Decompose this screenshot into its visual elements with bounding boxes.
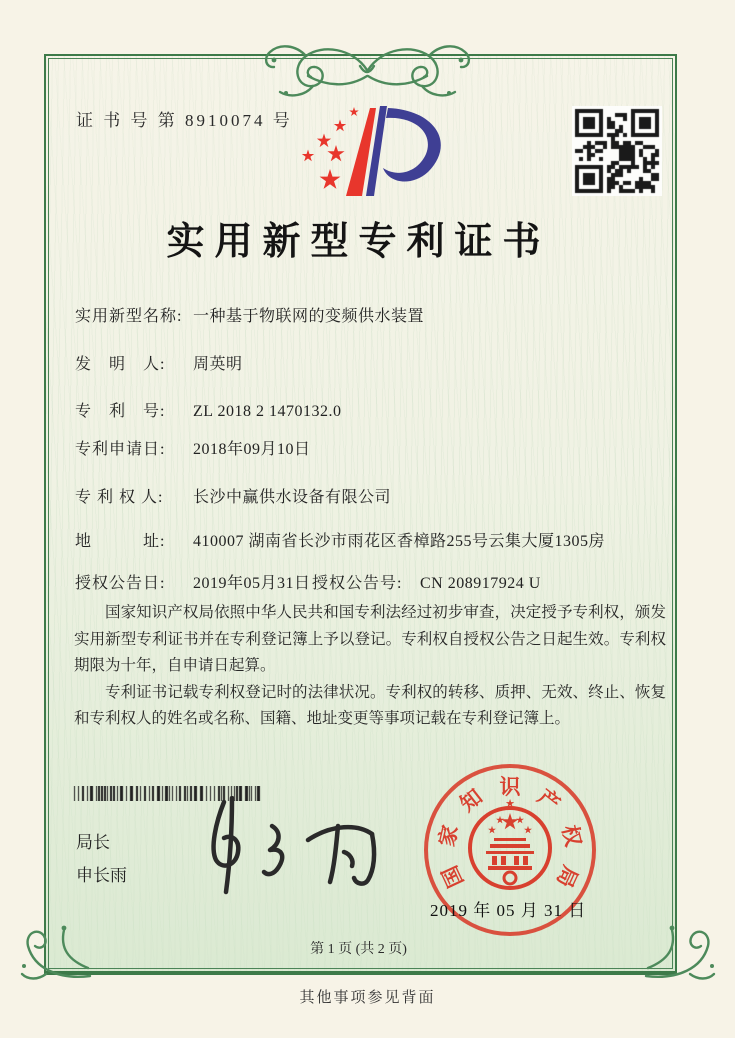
seal-char: 产 bbox=[533, 784, 565, 817]
qr-code bbox=[572, 106, 662, 196]
field-value: 410007 湖南省长沙市雨花区香樟路255号云集大厦1305房 bbox=[193, 533, 606, 550]
seal-char: 识 bbox=[499, 775, 521, 799]
issuer-title: 局长 bbox=[76, 833, 110, 852]
field-value: 2019年05月31日 bbox=[193, 575, 311, 592]
seal-star-icon: ★ bbox=[505, 798, 515, 810]
national-emblem-icon bbox=[468, 792, 552, 902]
field-label: 授权公告号: bbox=[312, 575, 403, 592]
field-label: 专利申请日: bbox=[75, 441, 166, 458]
field-label: 发 明 人: bbox=[75, 356, 166, 373]
back-side-note: 其他事项参见背面 bbox=[299, 990, 436, 1006]
seal-char: 权 bbox=[557, 822, 586, 849]
field-label: 专 利 号: bbox=[75, 403, 166, 420]
field-value: 2018年09月10日 bbox=[193, 441, 311, 458]
cnipa-patent-logo bbox=[284, 94, 456, 204]
seal-char: 局 bbox=[551, 862, 583, 892]
field-value: ZL 2018 2 1470132.0 bbox=[193, 403, 342, 420]
field-label: 授权公告日: bbox=[75, 575, 166, 592]
seal-char: 家 bbox=[434, 822, 463, 849]
field-value: 周英明 bbox=[193, 356, 243, 373]
handwritten-signature bbox=[186, 796, 386, 898]
field-value: CN 208917924 U bbox=[420, 575, 541, 592]
field-patent-number bbox=[75, 398, 341, 421]
legal-text bbox=[74, 600, 666, 733]
seal-char: 知 bbox=[455, 784, 487, 817]
legal-paragraph-1: 国家知识产权局依照中华人民共和国专利法经过初步审查，决定授予专利权，颁发实用新型专利证书并在专利登记簿上予以登记。专利权自授权公告之日起生效。专利权期限为十年，自申请日起算。 bbox=[74, 604, 666, 674]
field-patentee bbox=[75, 484, 391, 507]
field-utility-model-name bbox=[75, 303, 424, 326]
field-value: 一种基于物联网的变频供水装置 bbox=[193, 308, 425, 325]
seal-date: 2019 年 05 月 31 日 bbox=[430, 901, 587, 920]
field-grant-date bbox=[75, 570, 311, 593]
certificate-number: 证 书 号 第 8910074 号 bbox=[76, 111, 293, 130]
field-address bbox=[75, 528, 605, 551]
page-number: 第 1 页 (共 2 页) bbox=[310, 942, 407, 957]
field-label: 地 址: bbox=[75, 533, 166, 550]
field-filing-date bbox=[75, 436, 311, 459]
legal-paragraph-2: 专利证书记载专利权登记时的法律状况。专利权的转移、质押、无效、终止、恢复和专利权人的姓名或名称、国籍、地址变更等事项记载在专利登记簿上。 bbox=[74, 683, 666, 727]
field-grant-number bbox=[312, 570, 541, 593]
certificate-title: 实用新型专利证书 bbox=[166, 221, 551, 263]
field-inventor bbox=[75, 351, 243, 374]
field-value: 长沙中赢供水设备有限公司 bbox=[193, 489, 392, 506]
field-label: 专 利 权 人: bbox=[75, 489, 164, 506]
issuer-name: 申长雨 bbox=[76, 866, 127, 885]
seal-char: 国 bbox=[437, 862, 469, 892]
field-label: 实用新型名称: bbox=[75, 308, 183, 325]
